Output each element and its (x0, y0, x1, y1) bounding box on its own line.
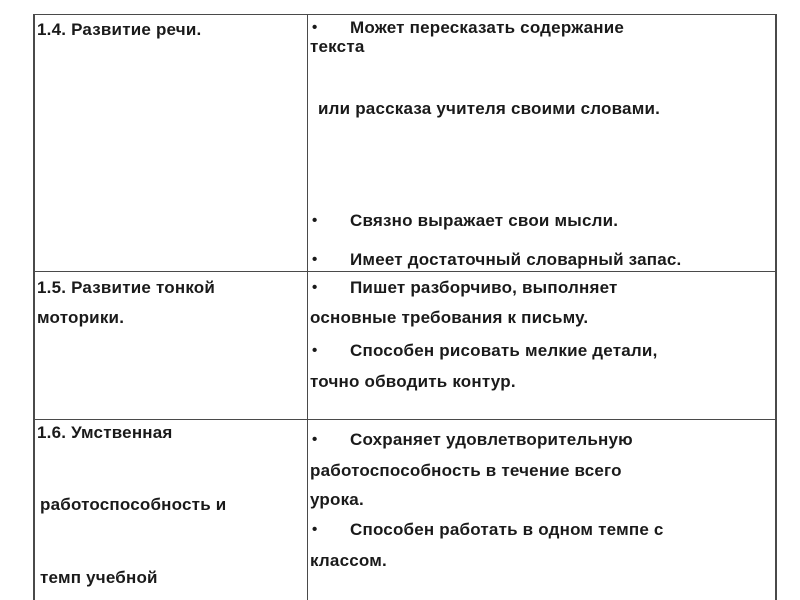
bullet-mark: • (312, 19, 318, 36)
bullet-text-continued: точно обводить контур. (310, 372, 516, 391)
bullet-text-continued: или рассказа учителя своими словами. (318, 99, 661, 118)
bullet-text: Сохраняет удовлетворительную (350, 430, 633, 449)
bullet-mark: • (312, 431, 318, 448)
bullet-text: Может пересказать содержание (350, 18, 625, 37)
row-label: моторики. (37, 308, 125, 327)
bullet-text-continued: основные требования к письму. (310, 308, 589, 327)
bullet-text-continued: текста (310, 37, 365, 56)
bullet-text: Способен работать в одном темпе с (350, 520, 664, 539)
bullet-text-continued: работоспособность в течение всего (310, 461, 622, 480)
bullet-text: Пишет разборчиво, выполняет (350, 278, 618, 297)
row-label: 1.6. Умственная (37, 423, 173, 442)
row-label: 1.5. Развитие тонкой (37, 278, 216, 297)
row-label: темп учебной (40, 568, 158, 587)
row-divider-1 (33, 271, 777, 272)
bullet-text: Способен рисовать мелкие детали, (350, 341, 658, 360)
bullet-text-continued: урока. (310, 490, 364, 509)
bullet-mark: • (312, 279, 318, 296)
bullet-mark: • (312, 251, 318, 268)
bullet-mark: • (312, 212, 318, 229)
bullet-mark: • (312, 342, 318, 359)
bullet-mark: • (312, 521, 318, 538)
bullet-text: Имеет достаточный словарный запас. (350, 250, 682, 269)
bullet-text: Связно выражает свои мысли. (350, 211, 619, 230)
row-divider-2 (33, 419, 777, 420)
row-label: работоспособность и (40, 495, 227, 514)
column-divider (307, 14, 308, 600)
row-label: 1.4. Развитие речи. (37, 20, 202, 39)
bullet-text-continued: классом. (310, 551, 387, 570)
